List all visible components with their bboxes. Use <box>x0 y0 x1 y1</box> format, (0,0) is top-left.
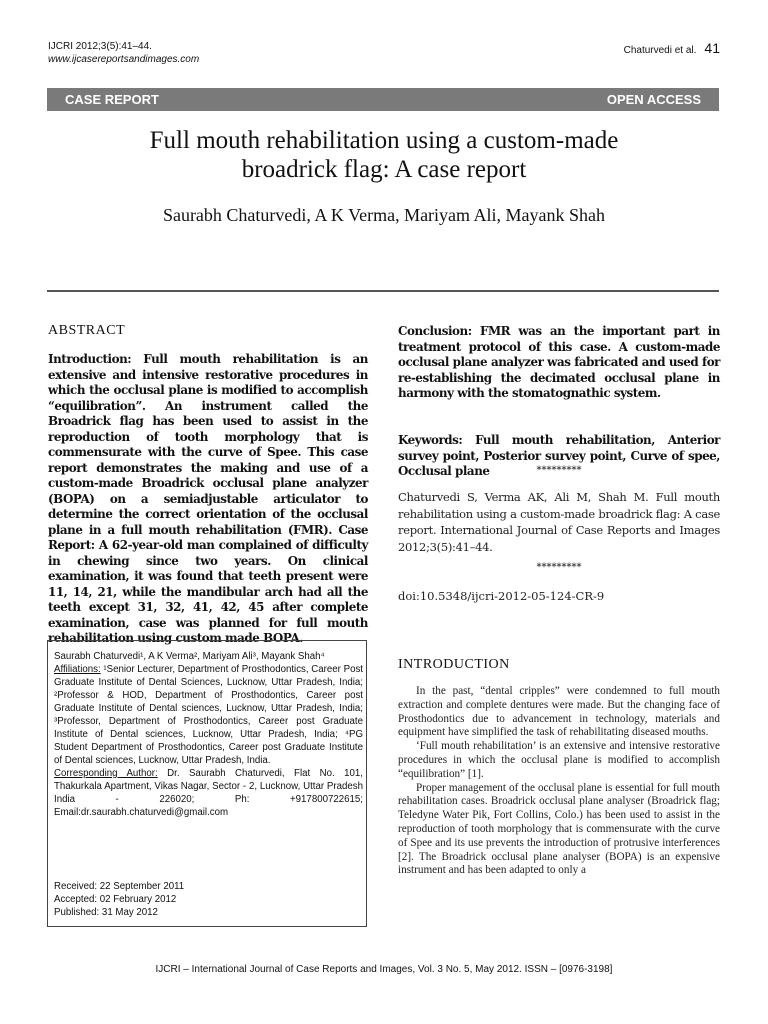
separator: ********* <box>536 465 582 476</box>
intro-paragraph-3: Proper management of the occlusal plane is essential for full mouth rehabilitation cases. Broadrick occlusal plane analyser (Broadrick flag; Teledyne Water Pik, Fort Collins, Colo.) has been used to assist in the reproduction of tooth morphology that is commensurate with the curve of Spee and its use prevents the introduction of protrusive interferences [2]. The Broadrick occlusal plane analyser (BOPA) is an expensive instrument and has been adapted to only a <box>398 781 720 877</box>
case-report-label: CASE REPORT <box>65 92 159 107</box>
running-header <box>624 40 720 56</box>
keywords: Keywords: Full mouth rehabilitation, Anterior survey point, Posterior survey point, Curve of spee, Occlusal plane <box>398 433 720 478</box>
introduction-body <box>398 685 720 878</box>
intro-paragraph-1: In the past, “dental cripples” were condemned to full mouth extraction and complete dentures were made. But the changing face of Prosthodontics due to advancement in technology, materials and equipment have simplified the task of rehabilitating diseased mouths. <box>398 685 720 739</box>
accepted-date: Accepted: 02 February 2012 <box>54 894 177 905</box>
journal-url[interactable]: www.ijcasereportsandimages.com <box>48 54 200 65</box>
page-footer: IJCRI – International Journal of Case Reports and Images, Vol. 3 No. 5, May 2012. ISSN – [0976-3198] <box>155 964 613 975</box>
journal-citation: IJCRI 2012;3(5):41–44. <box>48 41 152 52</box>
abstract-conclusion: Conclusion: FMR was an the important part in treatment protocol of this case. A custom-made occlusal plane analyzer was fabricated and used for re-establishing the decimated occlusal plane in harmony with the stomatognathic system. <box>398 324 720 400</box>
open-access-label: OPEN ACCESS <box>606 92 701 107</box>
corresponding-author-label: Corresponding Author: <box>54 768 158 779</box>
doi[interactable]: doi:10.5348/ijcri-2012-05-124-CR-9 <box>398 589 605 603</box>
affiliation-authors: Saurabh Chaturvedi¹, A K Verma², Mariyam Ali³, Mayank Shah⁴ <box>54 651 325 662</box>
received-date: Received: 22 September 2011 <box>54 881 185 892</box>
abstract-text: Introduction: Full mouth rehabilitation is an extensive and intensive restorative procedures in which the occlusal plane is modified to accomplish “equilibration”. An instrument called the Broadrick flag has been used to assist in the reproduction of tooth morphology that is commensurate with the curve of Spee. This case report demonstrates the making and use of a custom-made Broadrick occlusal plane analyzer (BOPA) on a semiadjustable articulator to determine the correct orientation of the occlusal plane in a full mouth rehabilitation (FMR). Case Report: A 62-year-old man complained of difficulty in chewing since two years. On clinical examination, it was found that teeth present were 11, 14, 21, while the mandibular arch had all the teeth except 31, 32, 41, 42, 45 after complete examination, case was planned for full mouth rehabilitation using custom made BOPA. <box>48 352 368 645</box>
published-date: Published: 31 May 2012 <box>54 907 158 918</box>
corresponding-author: Dr. Saurabh Chaturvedi, Flat No. 101, Thakurkala Apartment, Vikas Nagar, Sector - 2, Lucknow, Uttar Pradesh India - 226020; Ph: +917800722615; Email:dr.saurabh.chaturvedi@gmail.com <box>54 768 364 818</box>
how-to-cite: Chaturvedi S, Verma AK, Ali M, Shah M. Full mouth rehabilitation using a custom-made broadrick flag: A case report. International Journal of Case Reports and Images 2012;3(5):41–44. <box>398 490 720 554</box>
intro-paragraph-2: ‘Full mouth rehabilitation’ is an extensive and intensive restorative procedures in which the occlusal plane is modified to accomplish “equilibration” [1]. <box>398 740 720 780</box>
article-type-banner <box>47 88 719 111</box>
title-line-1: Full mouth rehabilitation using a custom-made <box>149 127 619 154</box>
title-line-2: broadrick flag: A case report <box>241 156 527 183</box>
article-title <box>60 126 708 184</box>
affiliations: ¹Senior Lecturer, Department of Prosthodontics, Career Post Graduate Institute of Dental Sciences, Lucknow, Uttar Pradesh, India; ²Professor & HOD, Department of Prosthodontics, Career post Graduate Institute of Dental sciences, Lucknow, Uttar Pradesh, India; ³Professor, Department of Prosthodontics, Career post Graduate Institute of Dental sciences, Lucknow, Uttar Pradesh, India; ⁴PG Student Department of Prosthodontics, Career post Graduate Institute of Dental sciences, Lucknow, Uttar Pradesh, India. <box>54 664 363 766</box>
affiliations-label: Affiliations: <box>54 664 101 675</box>
abstract-heading: ABSTRACT <box>48 323 126 338</box>
article-dates <box>54 880 354 919</box>
affiliation-text <box>54 650 363 819</box>
page-number: 41 <box>704 40 720 56</box>
introduction-heading: INTRODUCTION <box>398 657 510 672</box>
journal-header <box>48 40 199 66</box>
author-list: Saurabh Chaturvedi, A K Verma, Mariyam Ali, Mayank Shah <box>162 205 606 225</box>
separator: ********* <box>536 562 582 573</box>
title-divider <box>47 290 719 292</box>
running-author: Chaturvedi et al. <box>623 45 697 56</box>
